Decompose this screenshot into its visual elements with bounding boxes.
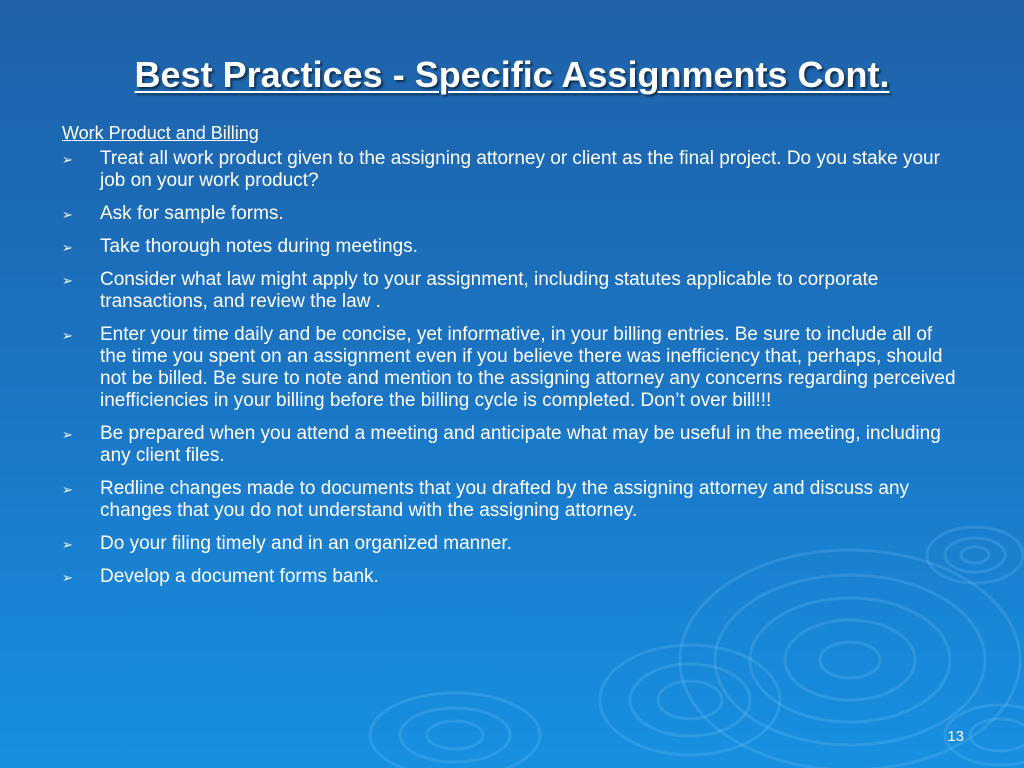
arrow-bullet-icon: ➢: [62, 240, 73, 255]
bullet-text: Redline changes made to documents that you drafted by the assigning attorney and discuss any changes that you do not understand with the assigning attorney.: [100, 478, 910, 521]
bullet-text: Do your filing timely and in an organized manner.: [100, 533, 512, 554]
arrow-bullet-icon: ➢: [62, 328, 73, 343]
arrow-bullet-icon: ➢: [62, 537, 73, 552]
arrow-bullet-icon: ➢: [62, 427, 73, 442]
bullet-list: [62, 148, 962, 588]
section-subheading: Work Product and Billing: [62, 123, 259, 143]
page-number: 13: [947, 728, 964, 745]
bullet-item: [62, 566, 962, 588]
bullet-item: [62, 203, 962, 225]
arrow-bullet-icon: ➢: [62, 482, 73, 497]
bullet-text: Take thorough notes during meetings.: [100, 236, 418, 257]
bullet-item: [62, 148, 962, 192]
arrow-bullet-icon: ➢: [62, 273, 73, 288]
bullet-item: [62, 324, 962, 412]
bullet-item: [62, 423, 962, 467]
arrow-bullet-icon: ➢: [62, 207, 73, 222]
bullet-item: [62, 533, 962, 555]
bullet-item: [62, 236, 962, 258]
bullet-text: Treat all work product given to the assigning attorney or client as the final project. Do you stake your job on your work product?: [100, 148, 940, 191]
bullet-item: [62, 269, 962, 313]
slide-title: Best Practices - Specific Assignments Cont.: [134, 54, 890, 95]
bullet-text: Be prepared when you attend a meeting and anticipate what may be useful in the meeting, including any client files.: [100, 423, 941, 466]
bullet-text: Develop a document forms bank.: [100, 566, 379, 587]
bullet-text: Enter your time daily and be concise, yet informative, in your billing entries. Be sure to include all of the time you spent on an assignment even if you believe there was inefficiency that, perhaps, should not be billed. Be sure to note and mention to the assigning attorney any concerns regarding perceived inefficiencies in your billing before the billing cycle is completed. Don’t over bill!!!: [100, 324, 956, 411]
arrow-bullet-icon: ➢: [62, 570, 73, 585]
bullet-text: Consider what law might apply to your assignment, including statutes applicable to corporate transactions, and review the law .: [100, 269, 879, 312]
bullet-text: Ask for sample forms.: [100, 203, 284, 224]
slide-body: [62, 121, 962, 599]
arrow-bullet-icon: ➢: [62, 152, 73, 167]
bullet-item: [62, 478, 962, 522]
